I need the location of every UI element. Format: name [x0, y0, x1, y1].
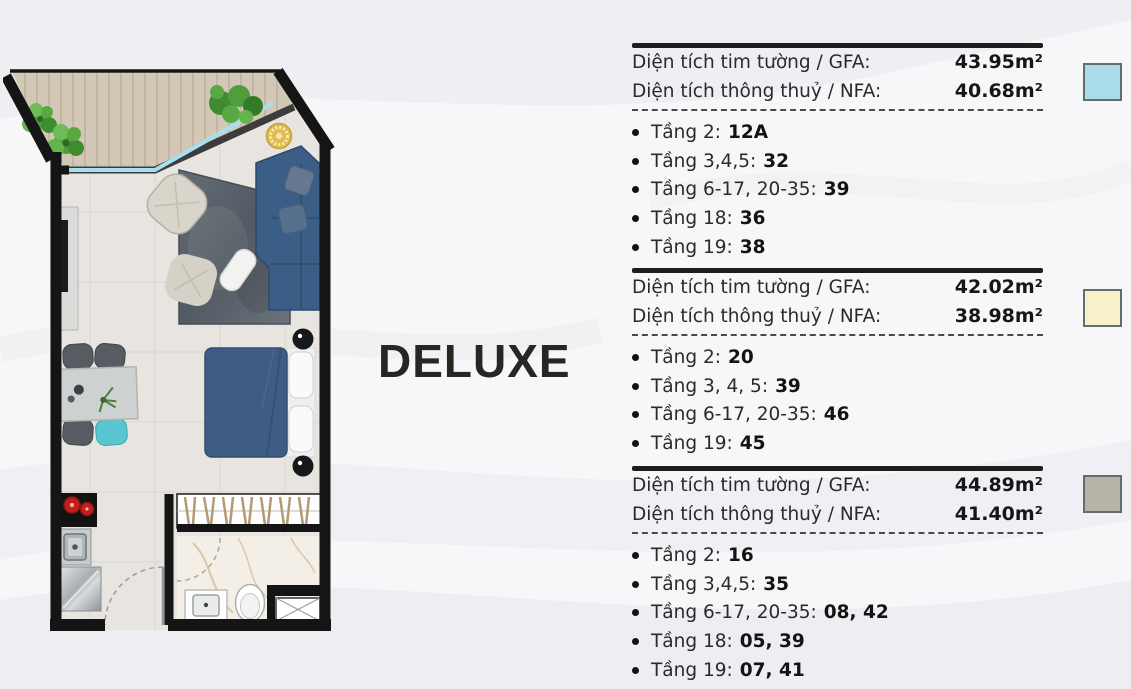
gfa-label: Diện tích tim tường / GFA:: [632, 474, 871, 496]
nightstand-bottom: [293, 456, 314, 477]
nfa-value: 40.68m²: [954, 80, 1043, 102]
kitchen-stove: [60, 493, 97, 527]
unit-color-swatch-1: [1083, 63, 1122, 101]
floor-item: Tầng 19: 38: [632, 233, 1043, 262]
bullet-icon: [632, 186, 639, 193]
bullet-icon: [632, 581, 639, 588]
dashed-divider: [632, 109, 1043, 111]
dashed-divider: [632, 532, 1043, 534]
floor-item: Tầng 2: 12A: [632, 119, 1043, 148]
gfa-label: Diện tích tim tường / GFA:: [632, 51, 871, 73]
bullet-icon: [632, 609, 639, 616]
floor-item: Tầng 6-17, 20-35: 39: [632, 176, 1043, 205]
gfa-label: Diện tích tim tường / GFA:: [632, 276, 871, 298]
bullet-icon: [632, 383, 639, 390]
bullet-icon: [632, 411, 639, 418]
dining-table: [59, 367, 138, 422]
bullet-icon: [632, 552, 639, 559]
bullet-icon: [632, 158, 639, 165]
floor-plan: [3, 68, 337, 638]
dining-chair-1: [62, 343, 94, 370]
bullet-icon: [632, 354, 639, 361]
floor-item: Tầng 3,4,5: 35: [632, 570, 1043, 599]
floor-item: Tầng 19: 07, 41: [632, 656, 1043, 685]
dining-chair-teal: [95, 418, 128, 447]
dining-chair-3: [62, 418, 94, 446]
nfa-label: Diện tích thông thuỷ / NFA:: [632, 503, 882, 525]
spec-section-3: [632, 466, 1043, 684]
spec-section-2: [632, 268, 1043, 458]
floor-item: Tầng 2: 20: [632, 344, 1043, 373]
nfa-label: Diện tích thông thuỷ / NFA:: [632, 305, 882, 327]
bathroom: [177, 536, 322, 625]
floor-list: [632, 119, 1043, 262]
floor-item: Tầng 3,4,5: 32: [632, 147, 1043, 176]
floor-item: Tầng 18: 36: [632, 204, 1043, 233]
bullet-icon: [632, 129, 639, 136]
floor-list: [632, 344, 1043, 458]
nfa-value: 38.98m²: [954, 305, 1043, 327]
nightstand-top: [293, 329, 314, 350]
plan-title: DELUXE: [378, 335, 571, 387]
floor-item: Tầng 6-17, 20-35: 46: [632, 401, 1043, 430]
gfa-value: 43.95m²: [954, 51, 1043, 73]
kitchen-sink: [60, 529, 91, 565]
floor-item: Tầng 19: 45: [632, 429, 1043, 458]
bullet-icon: [632, 244, 639, 251]
floor-list: [632, 542, 1043, 685]
unit-color-swatch-2: [1083, 289, 1122, 327]
unit-color-swatch-3: [1083, 475, 1122, 513]
spec-section-1: [632, 43, 1043, 261]
dining-chair-2: [94, 343, 126, 371]
bullet-icon: [632, 667, 639, 674]
floor-item: Tầng 2: 16: [632, 542, 1043, 571]
kitchen-counter: [59, 567, 101, 611]
bullet-icon: [632, 215, 639, 222]
nfa-value: 41.40m²: [954, 503, 1043, 525]
floor-item: Tầng 6-17, 20-35: 08, 42: [632, 599, 1043, 628]
bed: [205, 348, 315, 457]
bullet-icon: [632, 638, 639, 645]
floor-item: Tầng 18: 05, 39: [632, 627, 1043, 656]
wardrobe: [177, 494, 322, 528]
gfa-value: 42.02m²: [954, 276, 1043, 298]
bullet-icon: [632, 440, 639, 447]
floor-item: Tầng 3, 4, 5: 39: [632, 372, 1043, 401]
gold-side-table: [267, 124, 292, 149]
nfa-label: Diện tích thông thuỷ / NFA:: [632, 80, 882, 102]
dashed-divider: [632, 334, 1043, 336]
gfa-value: 44.89m²: [954, 474, 1043, 496]
